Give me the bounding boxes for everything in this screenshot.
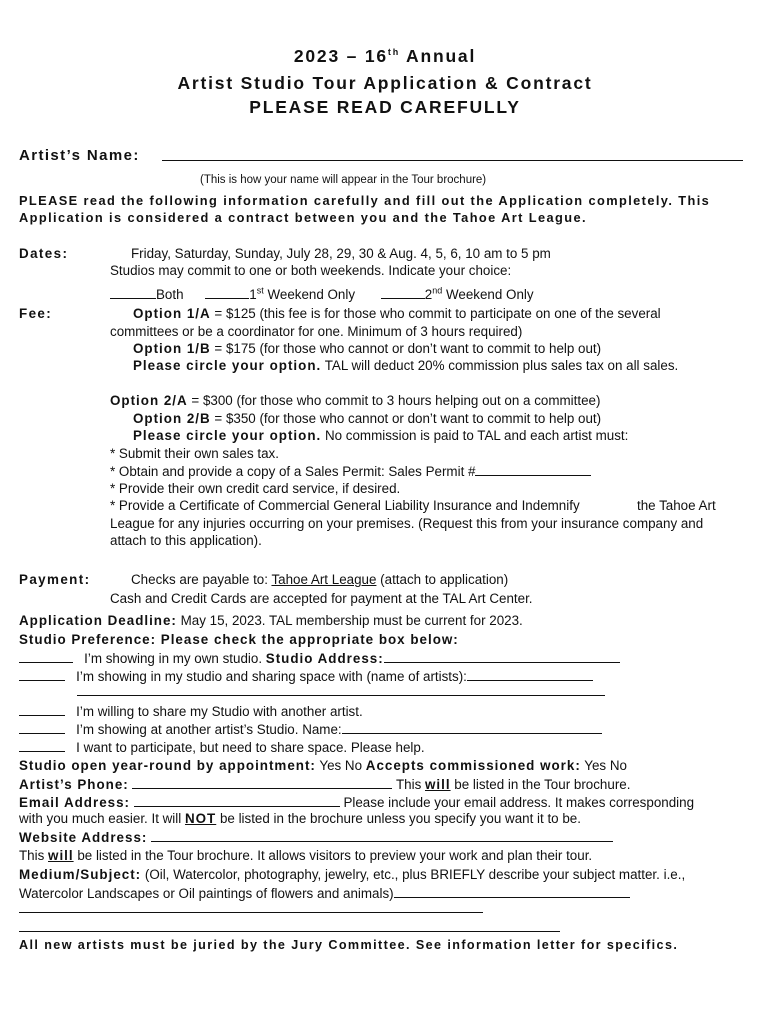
requirement-insurance: * Provide a Certificate of Commercial General Liability Insurance and Indemnify — [110, 498, 580, 513]
medium-example: Watercolor Landscapes or Oil paintings of flowers and animals) — [19, 884, 630, 902]
intro-line-2: Application is considered a contract between you and the Tahoe Art League. — [19, 210, 587, 225]
dates-instruction: Studios may commit to one or both weekends. Indicate your choice: — [110, 263, 512, 278]
studio-address-field[interactable] — [384, 649, 620, 663]
studio-preference-heading: Studio Preference: Please check the appropriate box below: — [19, 632, 459, 647]
payment-cards: Cash and Credit Cards are accepted for payment at the TAL Art Center. — [110, 591, 533, 606]
first-weekend-blank[interactable] — [205, 285, 249, 299]
both-weekends-blank[interactable] — [110, 285, 156, 299]
intro-line-1: PLEASE read the following information carefully and fill out the Application completely. This — [19, 193, 711, 208]
need-space-checkbox[interactable] — [19, 738, 65, 752]
own-studio-option: I’m showing in my own studio. Studio Address: — [19, 649, 620, 667]
other-studio-option: I’m showing at another artist’s Studio. Name: — [19, 720, 602, 738]
requirement-sales-permit: * Obtain and provide a copy of a Sales Permit: Sales Permit # — [110, 462, 591, 480]
option-1a: Option 1/A = $125 (this fee is for those who commit to participate on one of the several — [133, 306, 661, 321]
sharing-studio-option: I’m showing in my studio and sharing space with (name of artists): — [19, 667, 593, 685]
payment-label: Payment: — [19, 572, 91, 587]
medium-field-line-3[interactable] — [19, 931, 560, 932]
application-deadline: Application Deadline: May 15, 2023. TAL membership must be current for 2023. — [19, 613, 523, 628]
requirement-insurance-tal: the Tahoe Art — [637, 498, 716, 513]
requirement-sales-tax: * Submit their own sales tax. — [110, 446, 279, 461]
sales-permit-field[interactable] — [475, 462, 591, 476]
second-weekend-blank[interactable] — [381, 285, 425, 299]
sharing-studio-checkbox[interactable] — [19, 667, 65, 681]
website-field[interactable] — [151, 828, 613, 842]
option-1a-cont: committees or be a coordinator for one. Minimum of 3 hours required) — [110, 324, 523, 339]
artist-phone: Artist’s Phone: This will be listed in the Tour brochure. — [19, 777, 631, 792]
jury-notice: All new artists must be juried by the Jury Committee. See information letter for specifics. — [19, 938, 679, 952]
circle-option-2: Please circle your option. No commission is paid to TAL and each artist must: — [133, 428, 629, 443]
phone-field[interactable] — [132, 775, 392, 789]
need-space-option: I want to participate, but need to share space. Please help. — [19, 738, 425, 756]
payment-checks: Checks are payable to: Tahoe Art League (attach to application) — [131, 572, 509, 587]
medium-field-line-2[interactable] — [19, 912, 483, 913]
email-address: Email Address: Please include your email address. It makes corresponding — [19, 795, 695, 810]
website-note: This will be listed in the Tour brochure. It allows visitors to preview your work and plan their tour. — [19, 848, 593, 863]
sharing-artists-field-line-2[interactable] — [77, 695, 605, 696]
fee-label: Fee: — [19, 306, 53, 321]
website-address: Website Address: — [19, 828, 613, 846]
weekend-choice: Both 1st Weekend Only 2nd Weekend Only — [110, 285, 534, 303]
sharing-artists-field[interactable] — [467, 667, 593, 681]
other-studio-name-field[interactable] — [342, 720, 602, 734]
own-studio-checkbox[interactable] — [19, 649, 73, 663]
dates-text: Friday, Saturday, Sunday, July 28, 29, 30 & Aug. 4, 5, 6, 10 am to 5 pm — [131, 246, 551, 261]
read-carefully-heading: PLEASE READ CAREFULLY — [249, 97, 521, 117]
medium-subject: Medium/Subject: (Oil, Watercolor, photography, jewelry, etc., plus BRIEFLY describe your subject matter. i.e., — [19, 867, 686, 882]
artist-name-note: (This is how your name will appear in the Tour brochure) — [200, 174, 487, 186]
page-title: 2023 – 16th Annual — [293, 46, 477, 66]
commissioned-choice[interactable]: Yes No — [580, 758, 627, 773]
requirement-credit-card: * Provide their own credit card service, if desired. — [110, 481, 401, 496]
requirement-insurance-attach: attach to this application). — [110, 533, 262, 548]
requirement-insurance-cont: League for any injuries occurring on your premises. (Request this from your insurance company and — [110, 516, 704, 531]
circle-option-1: Please circle your option. TAL will deduct 20% commission plus sales tax on all sales. — [133, 358, 679, 373]
willing-to-share-option: I’m willing to share my Studio with another artist. — [19, 702, 363, 720]
option-2a: Option 2/A = $300 (for those who commit to 3 hours helping out on a committee) — [110, 393, 601, 408]
email-note: with you much easier. It will NOT be listed in the brochure unless you specify you want it to be. — [19, 811, 581, 826]
medium-field[interactable] — [394, 884, 630, 898]
option-1b: Option 1/B = $175 (for those who cannot or don’t want to commit to help out) — [133, 341, 602, 356]
open-year-round: Studio open year-round by appointment: Yes No Accepts commissioned work: Yes No — [19, 758, 627, 773]
other-studio-checkbox[interactable] — [19, 720, 65, 734]
email-field[interactable] — [134, 793, 340, 807]
option-2b: Option 2/B = $350 (for those who cannot or don’t want to commit to help out) — [133, 411, 602, 426]
artist-name-label: Artist’s Name: — [19, 147, 140, 164]
willing-to-share-checkbox[interactable] — [19, 702, 65, 716]
open-year-round-choice[interactable]: Yes No — [315, 758, 366, 773]
artist-name-field[interactable] — [162, 160, 743, 161]
dates-label: Dates: — [19, 246, 69, 261]
page-subtitle: Artist Studio Tour Application & Contract — [177, 73, 593, 93]
